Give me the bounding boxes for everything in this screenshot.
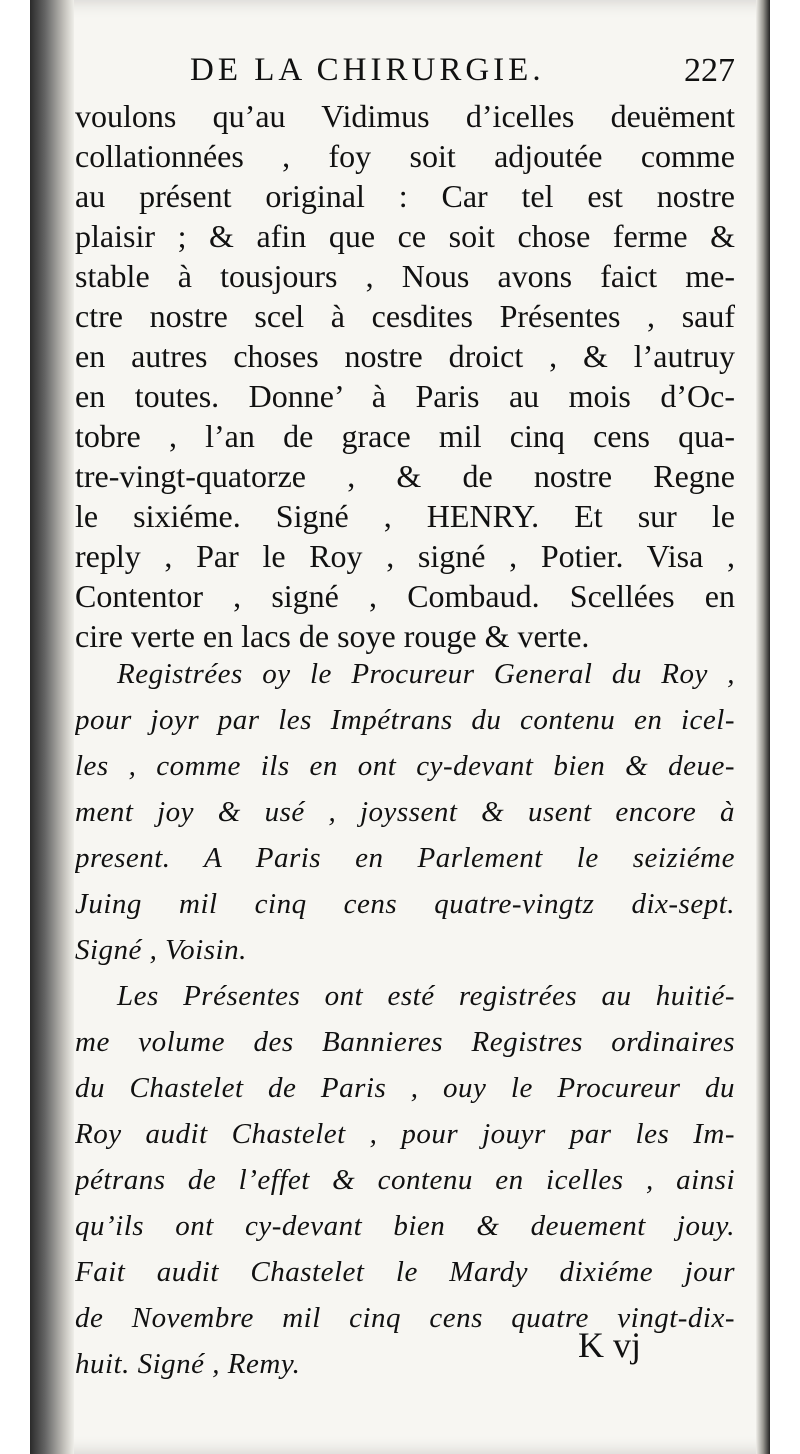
text-line: cire verte en lacs de soye rouge & verte.	[75, 618, 590, 654]
italic-line: Roy audit Chastelet , pour jouyr par les Im-	[75, 1118, 735, 1150]
page-number: 227	[684, 52, 735, 89]
text-line: en toutes. Donne’ à Paris au mois d’Oc-	[75, 378, 735, 414]
italic-line: les , comme ils en ont cy-devant bien & deue-	[75, 750, 735, 782]
italic-line: Registrées oy le Procureur General du Roy ,	[117, 658, 735, 690]
text-line: tre-vingt-quatorze , & de nostre Regne	[75, 458, 735, 494]
italic-line: pour joyr par les Impétrans du contenu en icel-	[75, 704, 735, 736]
book-gutter-shadow	[30, 0, 74, 1454]
italic-line: present. A Paris en Parlement le seiziéme	[75, 842, 735, 874]
text-line: tobre , l’an de grace mil cinq cens qua-	[75, 418, 735, 454]
italic-line: de Novembre mil cinq cens quatre vingt-dix-	[75, 1302, 735, 1334]
italic-line: Fait audit Chastelet le Mardy dixiéme jour	[75, 1256, 735, 1288]
page-header	[190, 52, 735, 100]
signature-mark: K vj	[578, 1325, 641, 1365]
italic-line: Les Présentes ont esté registrées au huitié-	[117, 980, 735, 1012]
italic-line: qu’ils ont cy-devant bien & deuement jouy.	[75, 1210, 735, 1242]
text-line: stable à tousjours , Nous avons faict me-	[75, 258, 735, 294]
italic-line: huit. Signé , Remy.	[75, 1348, 301, 1380]
page-edge-shadow	[756, 0, 770, 1454]
text-line: reply , Par le Roy , signé , Potier. Visa ,	[75, 538, 735, 574]
text-line: ctre nostre scel à cesdites Présentes , sauf	[75, 298, 735, 334]
text-line: Contentor , signé , Combaud. Scellées en	[75, 578, 735, 614]
text-line: en autres choses nostre droict , & l’autruy	[75, 338, 735, 374]
italic-line: Juing mil cinq cens quatre-vingtz dix-sept.	[75, 888, 735, 920]
italic-line: ment joy & usé , joyssent & usent encore à	[75, 796, 735, 828]
text-line: le sixiéme. Signé , HENRY. Et sur le	[75, 498, 735, 534]
text-line: collationnées , foy soit adjoutée comme	[75, 138, 735, 174]
text-line: plaisir ; & afin que ce soit chose ferme &	[75, 218, 735, 254]
italic-line: Signé , Voisin.	[75, 934, 247, 966]
body-text	[75, 98, 735, 1394]
text-line: voulons qu’au Vidimus d’icelles deuëment	[75, 98, 735, 134]
text-line: au présent original : Car tel est nostre	[75, 178, 735, 214]
italic-line: du Chastelet de Paris , ouy le Procureur du	[75, 1072, 735, 1104]
italic-line: pétrans de l’effet & contenu en icelles , ainsi	[75, 1164, 735, 1196]
italic-line: me volume des Bannieres Registres ordinaires	[75, 1026, 735, 1058]
running-head: DE LA CHIRURGIE.	[190, 52, 545, 88]
